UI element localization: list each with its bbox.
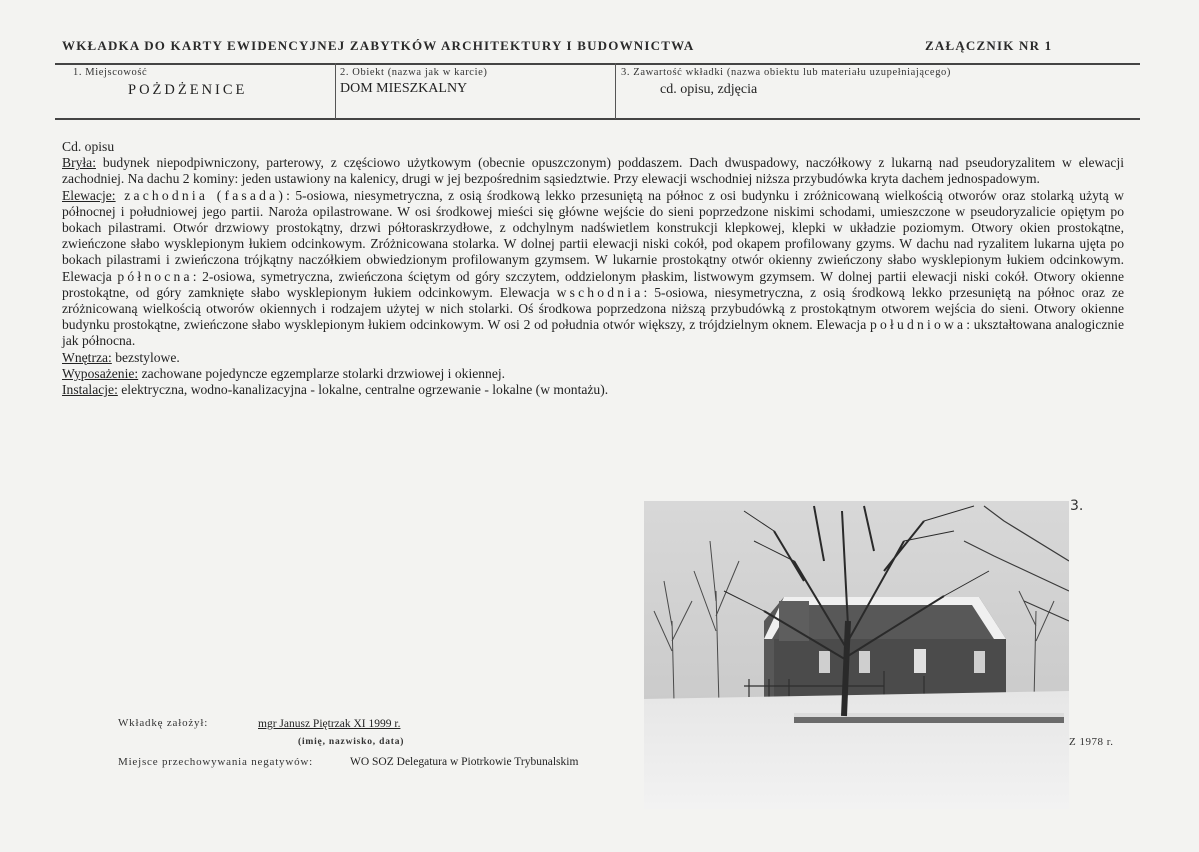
description-heading: Cd. opisu <box>62 139 115 154</box>
object-label: 2. Obiekt (nazwa jak w karcie) <box>340 67 488 78</box>
photo-number: 3. <box>1070 498 1084 514</box>
elewacje-label: Elewacje: <box>62 187 116 203</box>
wnetrza-label: Wnętrza: <box>62 349 112 365</box>
grid-divider-1 <box>335 63 336 119</box>
created-sub: (imię, nazwisko, data) <box>298 737 405 747</box>
annex-number: ZAŁĄCZNIK NR 1 <box>925 38 1053 53</box>
wschodnia-text: : 5-osiowa, niesymetryczna, z osią środkową lekko przesuniętą na północ oraz ze zróżnicowaną wielkością otworów okiennych i rodzajem użytej w nich stolarki. Oś środkowa poprzedzona niższą przybudówką z prostokątnym otworem wejścia do sieni. Otwory okienne budynku prostokątne, zwieńczone słabo wysklepionym łukiem odcinkowym. W osi 2 od południa otwór większy, z trójdzielnym oknem. Elewacja <box>62 284 1124 333</box>
bryla-label: Bryła: <box>62 155 96 171</box>
wyposazenie-paragraph <box>62 366 1124 382</box>
wnetrza-text: bezstylowe. <box>111 349 180 365</box>
instalacje-paragraph <box>62 382 1124 398</box>
document-title: WKŁADKA DO KARTY EWIDENCYJNEJ ZABYTKÓW ARCHITEKTURY I BUDOWNICTWA <box>62 38 695 53</box>
grid-divider-2 <box>615 63 616 119</box>
wschodnia-label: wschodnia <box>556 284 644 300</box>
storage-value: WO SOZ Delegatura w Piotrkowie Trybunalskim <box>350 756 579 768</box>
wnetrza-paragraph <box>62 350 1124 366</box>
place-value: POŻDŻENICE <box>128 82 248 98</box>
wyposazenie-text: zachowane pojedyncze egzemplarze stolarki drzwiowej i okiennej. <box>138 365 506 381</box>
place-label: 1. Miejscowość <box>73 67 148 78</box>
contents-label: 3. Zawartość wkładki (nazwa obiektu lub materiału uzupełniającego) <box>621 67 951 78</box>
instalacje-label: Instalacje: <box>62 382 118 398</box>
created-value: mgr Janusz Piętrzak XI 1999 r. <box>258 718 401 730</box>
polnocna-text: : 2-osiowa, symetryczna, zwieńczona ściętym od góry szczytem, oddzielonym płaskim, listwowym gzymsem. W dolnej partii elewacji niski cokół. Otwory okienne prostokątne, od góry zamknięte słabo wysklepionym łukiem odcinkowym. Elewacja <box>62 268 1124 300</box>
zachodnia-text: : 5-osiowa, niesymetryczna, z osią środkową lekko przesuniętą na północ z osi budynku i zróżnicowaną wielkością otworów oraz stolarką użytą w północnej i południowej jego partii. Naroża opilastrowane. W osi środkowej mieści się główne wejście do sieni poprzedzone niskimi schodami, umieszczone w pseudoryzalicie opiętym po bokach pilastrami. Otwór drzwiowy prostokątny, drzwi półtoraskrzydłowe, z odchylnym nadświetlem konstrukcji klepkowej, klepki w układzie poziomym. Otwory okien prostokątne, zwieńczone słabo wysklepionym łukiem odcinkowym. Zróżnicowana stolarka. W dolnej partii elewacji niski cokół, pod okapem profilowany gzyms. W dachu nad ryzalitem lukarna ujęta po bokach pilastrami i zwieńczona trójkątny naczółkiem obwiedzionym profilowanym gzymsem. W lukarnie prostokątny otwór okienny zwieńczony słabo wysklepionym łukiem odcinkowym. Elewacja <box>62 187 1124 284</box>
instalacje-text: elektryczna, wodno-kanalizacyjna - lokalne, centralne ogrzewanie - lokalne (w montażu). <box>117 382 609 398</box>
bryla-paragraph <box>62 155 1124 187</box>
wyposazenie-label: Wyposażenie: <box>62 365 139 381</box>
house-photo <box>644 501 1069 809</box>
poludniowa-label: południowa <box>870 317 967 333</box>
description-body <box>62 139 1124 398</box>
zachodnia-label: zachodnia (fasada) <box>115 187 287 203</box>
form-header-grid <box>55 63 1140 119</box>
polnocna-label: północna <box>117 268 193 284</box>
bryla-text: budynek niepodpiwniczony, parterowy, z częściowo użytkowym (obecnie opuszczonym) poddaszem. Dach dwuspadowy, naczółkowy z lukarną nad pseudoryzalitem w elewacji zachodniej. Na dachu 2 kominy: jeden ustawiony na kalenicy, drugi w jej bezpośrednim sąsiedztwie. Przy elewacji wschodniej niższa przybudówka kryta dachem jednospadowym. <box>62 155 1124 187</box>
storage-label: Miejsce przechowywania negatywów: <box>118 756 314 768</box>
photo-illustration <box>644 501 1069 809</box>
grid-top-rule <box>55 63 1140 65</box>
contents-value: cd. opisu, zdjęcia <box>660 82 758 97</box>
poludniowa-text: : ukształtowana analogicznie jak północna. <box>62 317 1124 349</box>
photo-caption: Z 1978 r. <box>1069 736 1114 748</box>
object-value: DOM MIESZKALNY <box>340 81 468 96</box>
elewacje-paragraph <box>62 188 1124 350</box>
created-label: Wkładkę założył: <box>118 717 209 729</box>
grid-bottom-rule <box>55 118 1140 120</box>
